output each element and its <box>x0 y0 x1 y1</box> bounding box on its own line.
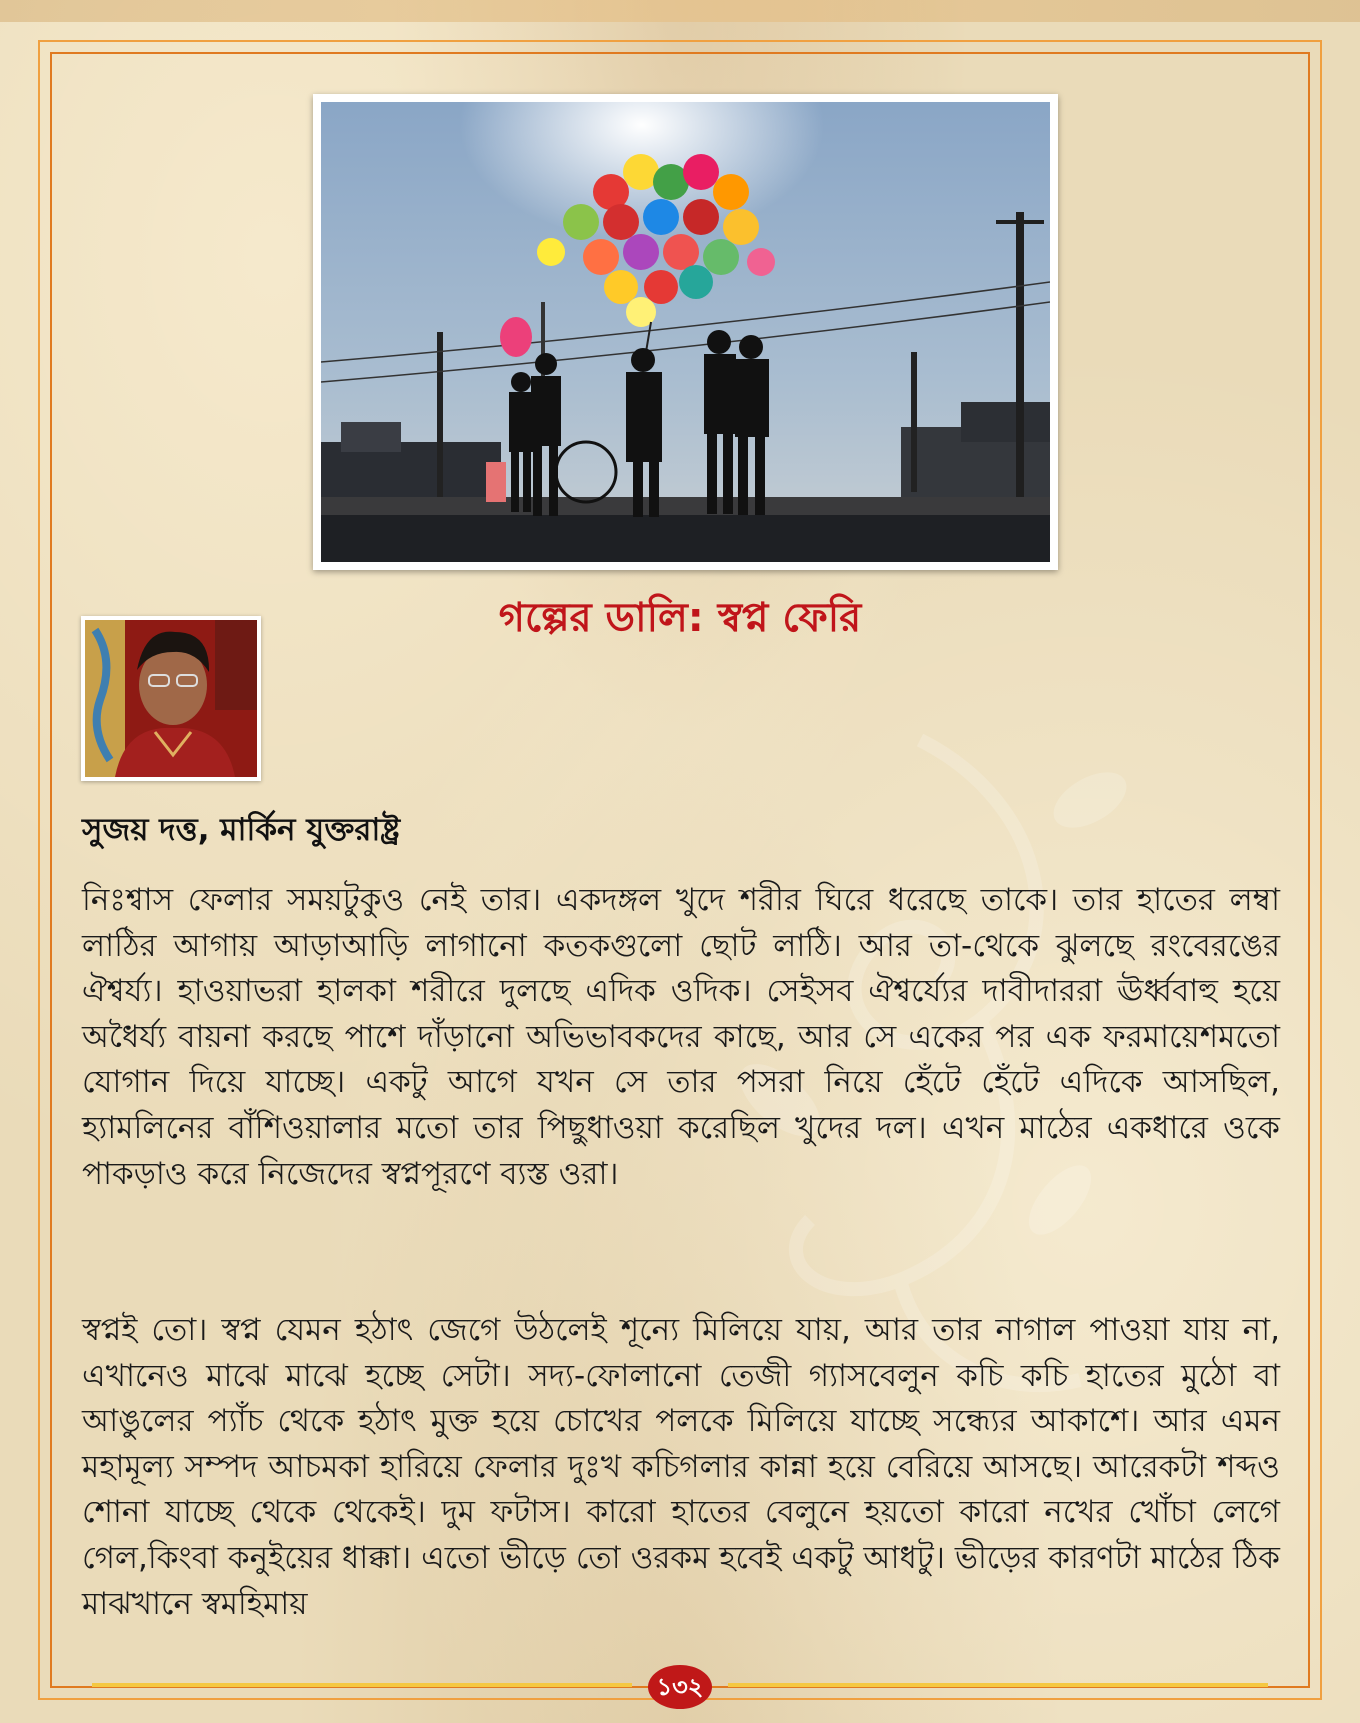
paragraph-2: স্বপ্নই তো। স্বপ্ন যেমন হঠাৎ জেগে উঠলেই শূন্যে মিলিয়ে যায়, আর তার নাগাল পাওয়া যায় না, এখানেও মাঝে মাঝে হচ্ছে সেটা। সদ্য-ফোলানো তেজী গ্যাসবেলুন কচি কচি হাতের মুঠো বা আঙুলের প্যাঁচ থেকে হঠাৎ মুক্ত হয়ে চোখের পলকে মিলিয়ে যাচ্ছে সন্ধ্যের আকাশে। আর এমন মহামূল্য সম্পদ আচমকা হারিয়ে ফেলার দুঃখ কচিগলার কান্না হয়ে বেরিয়ে আসছে। আরেকটা শব্দও শোনা যাচ্ছে থেকে থেকেই। দুম ফটাস। কারো হাতের বেলুনে হয়তো কারো নখের খোঁচা লেগে গেল,কিংবা কনুইয়ের ধাক্কা। এতো ভীড়ে তো ওরকম হবেই একটু আধটু। ভীড়ের কারণটা মাঠের ঠিক মাঝখানে স্বমহিমায় <box>82 1312 1280 1622</box>
author-photo <box>81 616 261 781</box>
page-number-badge: ১৩২ <box>648 1665 712 1709</box>
paragraph-1: নিঃশ্বাস ফেলার সময়টুকুও নেই তার। একদঙ্গল খুদে শরীর ঘিরে ধরেছে তাকে। তার হাতের লম্বা লাঠির আগায় আড়াআড়ি লাগানো কতকগুলো ছোট লাঠি। আর তা-থেকে ঝুলছে রংবেরঙের ঐশ্বর্য্য। হাওয়াভরা হালকা শরীরে দুলছে এদিক ওদিক। সেইসব ঐশ্বর্য্যের দাবীদাররা ঊর্ধ্ববাহু হয়ে অধৈর্য্য বায়না করছে পাশে দাঁড়ানো অভিভাবকদের কাছে, আর সে একের পর এক ফরমায়েশমতো যোগান দিয়ে যাচ্ছে। একটু আগে যখন সে তার পসরা নিয়ে হেঁটে হেঁটে এদিকে আসছিল, হ্যামলিনের বাঁশিওয়ালার মতো তার পিছুধাওয়া করেছিল খুদের দল। এখন মাঠের একধারে ওকে পাকড়াও করে নিজেদের স্বপ্নপূরণে ব্যস্ত ওরা। <box>82 882 1280 1192</box>
balloon-seller-photo <box>313 94 1058 570</box>
page-divider-right <box>728 1683 1268 1687</box>
page-divider-left <box>92 1683 632 1687</box>
author-name: সুজয় দত্ত, মার্কিন যুক্তরাষ্ট্র <box>82 812 401 848</box>
top-decorative-band <box>0 0 1360 22</box>
story-title: গল্পের ডালি: স্বপ্ন ফেরি <box>498 595 862 641</box>
